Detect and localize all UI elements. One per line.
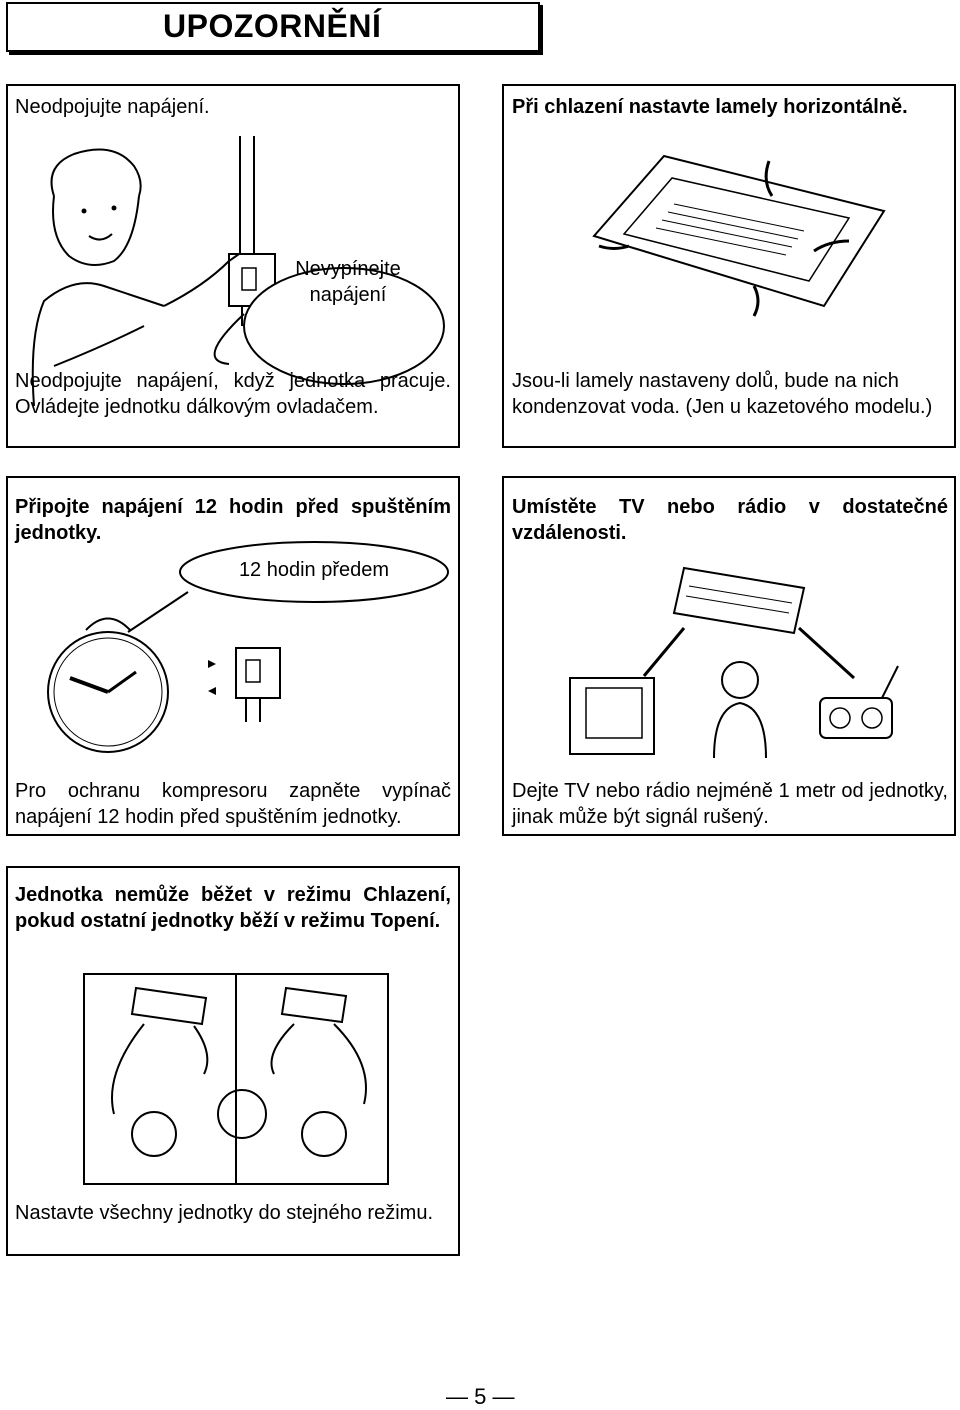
panel-power-text: Neodpojujte napájení, když jednotka pracuje. Ovládejte jednotku dálkovým ovladačem. [15, 370, 451, 418]
bubble-12-hours: 12 hodin předem [238, 559, 390, 581]
panel-power [6, 84, 460, 448]
panel-tv-text: Dejte TV nebo rádio nejméně 1 metr od jednotky, jinak může být signál rušený. [512, 780, 948, 828]
panel-power-heading: Neodpojujte napájení. [15, 96, 210, 118]
clock-switch-illustration [8, 552, 448, 762]
tv-radio-illustration [564, 568, 954, 768]
panel-tv-heading: Umístěte TV nebo rádio v dostatečné vzdálenosti. [512, 496, 948, 544]
page-number: — 5 — [446, 1384, 515, 1409]
panel-connect [6, 476, 460, 836]
room-units-illustration [84, 974, 388, 1184]
cassette-unit-illustration [594, 156, 894, 336]
panel-mode [6, 866, 460, 1256]
panel-louvers-heading: Při chlazení nastavte lamely horizontálně. [512, 96, 908, 118]
panel-mode-text: Nastavte všechny jednotky do stejného režimu. [15, 1202, 433, 1224]
panel-tv [502, 476, 956, 836]
panel-mode-heading: Jednotka nemůže běžet v režimu Chlazení, pokud ostatní jednotky běží v režimu Topení. [15, 884, 451, 932]
page-title-box [6, 2, 540, 52]
panel-louvers [502, 84, 956, 448]
page-title: UPOZORNĚNÍ [163, 8, 382, 44]
panel-louvers-text: Jsou-li lamely nastaveny dolů, bude na nich kondenzovat voda. (Jen u kazetového modelu.) [512, 370, 933, 418]
panel-connect-heading: Připojte napájení 12 hodin před spuštěním jednotky. [15, 496, 451, 544]
panel-connect-text: Pro ochranu kompresoru zapněte vypínač napájení 12 hodin před spuštěním jednotky. [15, 780, 451, 828]
bubble-dont-switch-off: Nevypínejte napájení [295, 258, 401, 306]
